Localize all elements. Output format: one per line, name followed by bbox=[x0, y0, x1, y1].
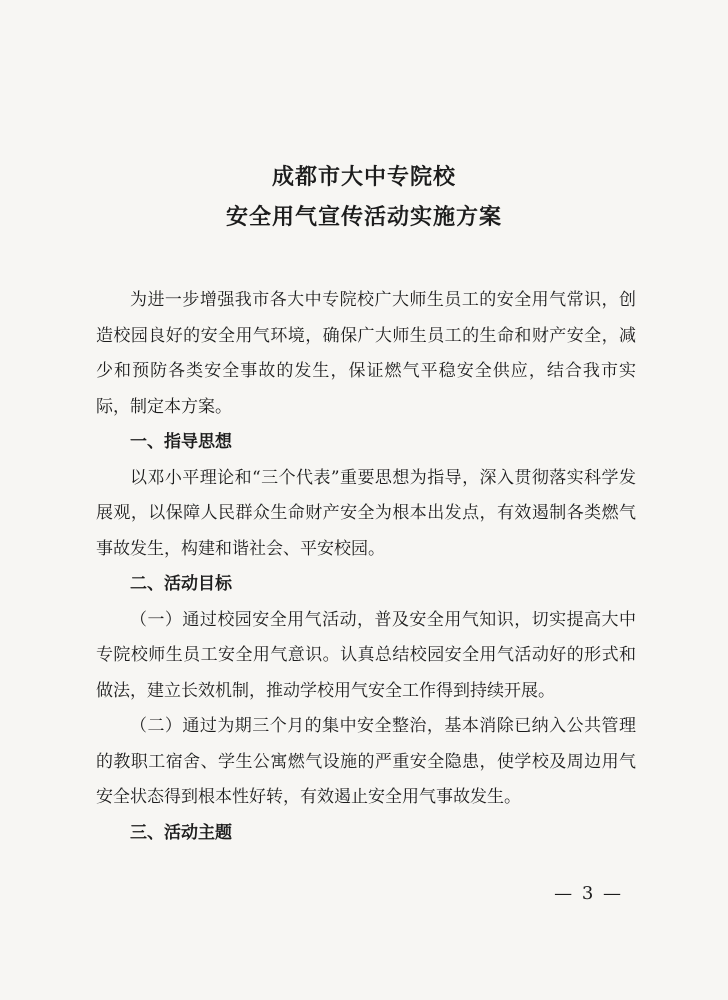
document-body bbox=[96, 283, 636, 851]
activity-goal-item-1: （一）通过校园安全用气活动，普及安全用气知识，切实提高大中专院校师生员工安全用气意识。认真总结校园安全用气活动好的形式和做法，建立长效机制，推动学校用气安全工作得到持续开展。 bbox=[96, 609, 636, 701]
intro-paragraph: 为进一步增强我市各大中专院校广大师生员工的安全用气常识，创造校园良好的安全用气环境，确保广大师生员工的生命和财产安全，减少和预防各类安全事故的发生，保证燃气平稳安全供应，结合我市实际，制定本方案。 bbox=[96, 290, 636, 417]
guiding-ideology-paragraph: 以邓小平理论和“三个代表”重要思想为指导，深入贯彻落实科学发展观，以保障人民群众生命财产安全为根本出发点，有效遏制各类燃气事故发生，构建和谐社会、平安校园。 bbox=[96, 467, 636, 559]
page-number: — 3 — bbox=[554, 883, 623, 904]
section-heading-activity-goals: 二、活动目标 bbox=[130, 574, 232, 594]
section-heading-guiding-ideology: 一、指导思想 bbox=[130, 432, 232, 452]
section-heading-activity-theme: 三、活动主题 bbox=[130, 822, 232, 843]
document-title-line2: 安全用气宣传活动实施方案 bbox=[225, 204, 502, 230]
activity-goal-item-2: （二）通过为期三个月的集中安全整治，基本消除已纳入公共管理的教职工宿舍、学生公寓燃气设施的严重安全隐患，使学校及周边用气安全状态得到根本性好转，有效遏止安全用气事故发生。 bbox=[96, 716, 636, 807]
document-title-line1: 成都市大中专院校 bbox=[271, 164, 456, 190]
